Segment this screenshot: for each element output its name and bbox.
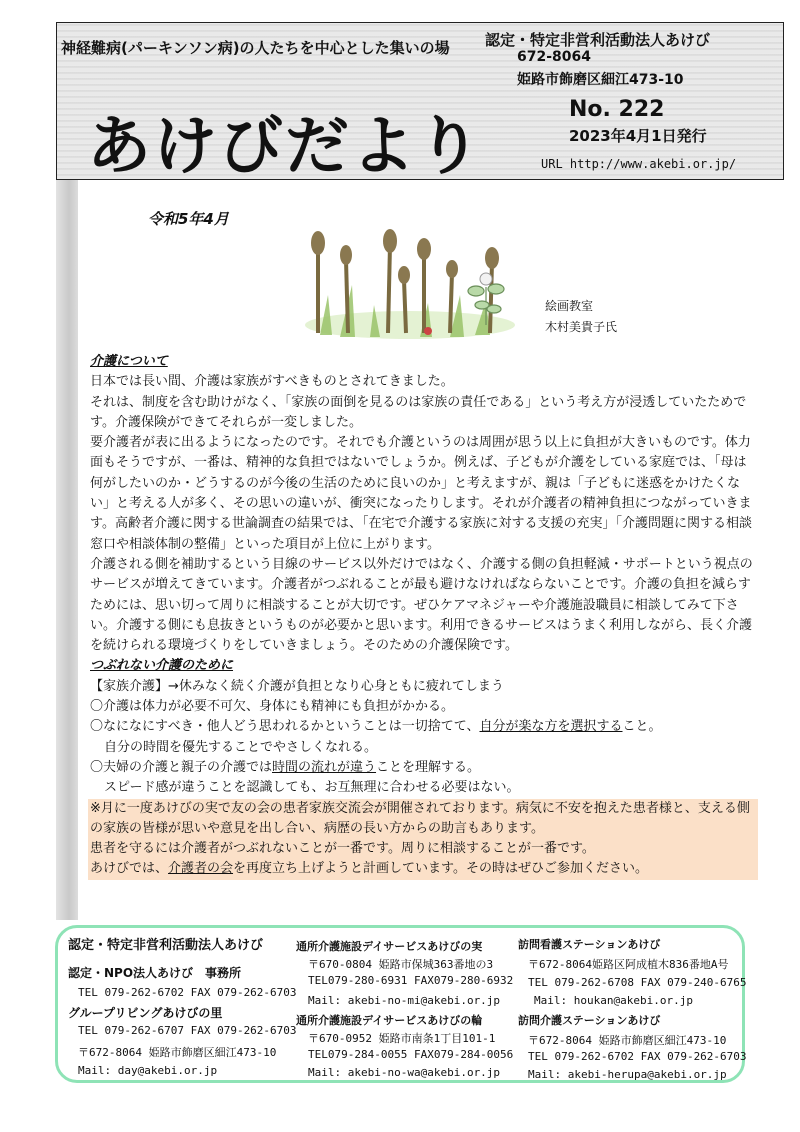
newsletter-title: あけびだより [87,109,483,184]
art-credit-class: 絵画教室 [545,299,594,313]
dayservice-2-address: 〒670-0952 姫路市南条1丁目101-1 [308,1032,496,1045]
era-date: 令和5年4月 [148,210,229,228]
paragraph-4: 介護される側を補助するという目線のサービス以外だけではなく、介護する側の負担軽減・サポートという視点のサービスが増えてきています。介護者がつぶれることが最も避けなければならないことです。介護の負担を減らすためには、思い切って周りに相談することが大切です。ぜひケアマネジャーや介護施設職員に相談してみて下さい。介護する側にも息抜きというものが必要かと思います。利用できるサービスはうまく利用しながら、長く介護を続けられる環境づくりをしていきましょう。そのための介護保険です。 [90,556,753,654]
dayservice-1-mail[interactable]: Mail: akebi-no-mi@akebi.or.jp [308,994,501,1007]
bullet-2: 〇なになにすべき・他人どう思われるかということは一切捨てて、自分が楽な方を選択すること。 [90,719,662,735]
notice-3: あけびでは、介護者の会を再度立ち上げようと計画しています。その時はぜひご参加ください。 [90,861,648,877]
paragraph-3: 要介護者が表に出るようになったのです。それでも介護というのは周囲が思う以上に負担が大きいものです。体力面もそうですが、一番は、精神的な負担ではないでしょうか。例えば、子どもが介護をしている家庭では、「母は何がしたいのか・どうするのが今後の生活のために良いのか」と考えますが、親は「子どもに迷惑をかけたくない」と考える人が多く、その思いの違いが、衝突になったりします。それが介護者の精神負担につながっていきます。高齢者介護に関する世論調査の結果では、「在宅で介護する家族に対する支援の充実」「介護問題に関する相談窓口や相談体制の整備」といった項目が上位に上がります。 [90,435,752,552]
home-care-name: 訪問介護ステーションあけび [518,1014,661,1027]
home-nursing-name: 訪問看護ステーションあけび [518,938,661,951]
dayservice-2-name: 通所介護施設デイサービスあけびの輪 [296,1014,483,1027]
article-body [90,352,758,880]
dayservice-1-name: 通所介護施設デイサービスあけびの実 [296,940,483,953]
contact-footer [55,925,745,1083]
home-nursing-mail[interactable]: Mail: houkan@akebi.or.jp [534,994,693,1007]
home-care-mail[interactable]: Mail: akebi-herupa@akebi.or.jp [528,1068,727,1081]
section-heading-sustainable-care: つぶれない介護のために [90,658,234,674]
dayservice-1-tel: TEL079-280-6931 FAX079-280-6932 [308,974,514,987]
postal-code: 672-8064 [517,49,591,65]
dayservice-2-mail[interactable]: Mail: akebi-no-wa@akebi.or.jp [308,1066,501,1079]
dayservice-2-tel: TEL079-284-0055 FAX079-284-0056 [308,1048,514,1061]
home-care-tel: TEL 079-262-6702 FAX 079-262-6703 [528,1050,747,1063]
office-tel: TEL 079-262-6702 FAX 079-262-6703 [78,986,297,999]
home-nursing-tel: TEL 079-262-6708 FAX 079-240-6765 [528,976,747,989]
home-nursing-address: 〒672-8064姫路区阿成植木836番地A号 [528,958,729,971]
group-home-address: 〒672-8064 姫路市飾磨区細江473-10 [78,1046,277,1059]
bullet-2-cont: 自分の時間を優先することでやさしくなれる。 [104,739,378,755]
notice-2: 患者を守るには介護者がつぶれないことが一番です。周りに相談することが一番です。 [90,841,595,857]
footer-org-name: 認定・特定非営利活動法人あけび [68,938,264,953]
dayservice-1-address: 〒670-0804 姫路市保城363番地の3 [308,958,494,971]
office-name: 認定・NPO法人あけび 事務所 [68,966,242,980]
notice-1: ※月に一度あけびの実で友の会の患者家族交流会が開催されております。病気に不安を抱えた患者様と、支える側の家族の皆様が思いや意見を出し合い、病歴の長い方からの助言もあります。 [90,800,750,836]
paragraph-2: それは、制度を含む助けがなく、「家族の面倒を見るのは家族の責任である」という考え方が浸透していたためです。介護保険ができてそれらが一変しました。 [90,394,747,430]
tagline: 神経難病(パーキンソン病)の人たちを中心とした集いの場 [61,39,450,57]
flower-sketch-illustration [462,265,510,330]
decorative-strip [56,180,78,920]
home-care-address: 〒672-8064 姫路市飾磨区細江473-10 [528,1034,727,1047]
issue-number: No. 222 [569,97,665,122]
website-url[interactable]: URL http://www.akebi.or.jp/ [541,157,737,171]
address: 姫路市飾磨区細江473-10 [517,72,684,88]
organization-name: 認定・特定非営利活動法人あけび [485,31,711,49]
bullet-3-cont: スピード感が違うことを認識しても、お互無理に合わせる必要はない。 [104,780,520,796]
paragraph-1: 日本では長い間、介護は家族がすべきものとされてきました。 [90,374,454,390]
group-home-tel: TEL 079-262-6707 FAX 079-262-6703 [78,1024,297,1037]
section-heading-caregiving: 介護について [90,354,168,369]
bullet-3: 〇夫婦の介護と親子の介護では時間の流れが違うことを理解する。 [90,759,481,775]
family-care-box: 【家族介護】→休みなく続く介護が負担となり心身ともに疲れてしまう [90,678,504,694]
notice-box [88,799,758,880]
masthead [56,22,784,184]
art-credit-artist: 木村美貴子氏 [545,320,618,334]
bullet-1: 〇介護は体力が必要不可欠、身体にも精神にも負担がかかる。 [90,699,455,715]
group-home-mail[interactable]: Mail: day@akebi.or.jp [78,1064,218,1077]
group-home-name: グループリビングあけびの里 [68,1006,223,1020]
issue-date: 2023年4月1日発行 [569,127,707,145]
